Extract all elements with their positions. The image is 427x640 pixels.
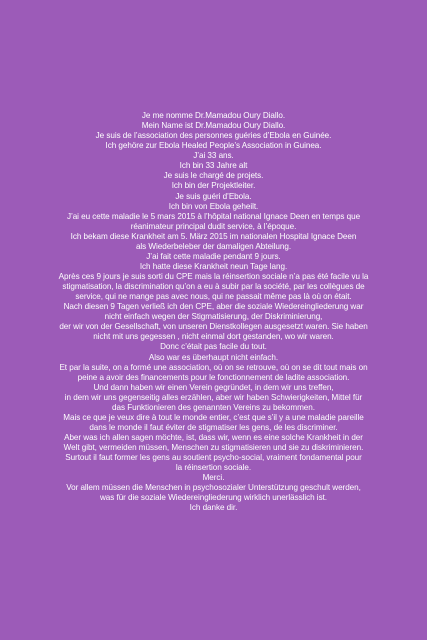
text-line: Ich bin von Ebola geheilt. (168, 201, 259, 211)
text-line: Ich bin 33 Jahre alt (179, 161, 248, 171)
text-line: J’ai eu cette maladie le 5 mars 2015 à l’hôpital national Ignace Deen en temps que (66, 211, 361, 221)
text-line: réanimateur principal dudit service, à l’époque. (130, 221, 297, 231)
text-line: in dem wir uns gegenseitig alles erzählen, aber wir haben Schwierigkeiten, Mittel für (64, 392, 363, 402)
text-line: Merci. (202, 473, 225, 483)
text-line: Also war es überhaupt nicht einfach. (148, 352, 279, 362)
text-line: Welt gibt, vermeiden müssen, Menschen zu stigmatisieren und sie zu diskriminieren. (63, 443, 364, 453)
text-line: J’ai fait cette maladie pendant 9 jours. (146, 251, 281, 261)
text-line: service, qui ne mange pas avec nous, qui ne passait même pas là où on était. (75, 292, 352, 302)
text-line: das Funktionieren des genannten Vereins zu bekommen. (112, 402, 315, 412)
text-line: la réinsertion sociale. (175, 463, 252, 473)
text-line: Ich bekam diese Krankheit am 5. März 2015 im nationalen Hospital Ignace Deen (70, 231, 357, 241)
text-line: nicht einfach wegen der Stigmatisierung, der Diskriminierung, (104, 312, 323, 322)
text-line: Je suis de l’association des personnes guéries d’Ebola en Guinée. (95, 131, 332, 141)
text-line: Ich bin der Projektleiter. (171, 181, 256, 191)
text-line: Und dann haben wir einen Verein gegründet, in dem wir uns treffen, (93, 382, 334, 392)
text-line: peine a avoir des financements pour le fonctionnement de ladite association. (77, 372, 350, 382)
text-line: Après ces 9 jours je suis sorti du CPE mais la réinsertion sociale n’a pas été facile vu la (58, 272, 369, 281)
text-line: Ich gehöre zur Ebola Healed People’s Association in Guinea. (105, 141, 322, 151)
text-line: Donc c’était pas facile du tout. (160, 342, 267, 352)
text-line: dans le monde il faut éviter de stigmatiser les gens, de les discriminer. (89, 422, 338, 432)
testimony-text (22, 111, 405, 514)
text-line: nicht mit uns gegessen , nicht einmal dort gestanden, wo wir waren. (93, 332, 334, 342)
text-line: Mein Name ist Dr.Mamadou Oury Diallo. (141, 121, 286, 131)
text-line: was für die soziale Wiedereingliederung wirklich unerlässlich ist. (99, 493, 327, 503)
text-line: J’ai 33 ans. (193, 151, 234, 161)
text-line: als Wiederbeleber der damaligen Abteilung. (135, 241, 292, 251)
text-line: der wir von der Gesellschaft, von unseren Dienstkollegen ausgesetzt waren. Sie haben (59, 322, 368, 332)
text-line: Mais ce que je veux dire à tout le monde entier, c’est que s’il y a une maladie pareille (63, 412, 364, 422)
text-line: Je suis le chargé de projets. (163, 171, 264, 181)
text-line: Nach diesen 9 Tagen verließ ich den CPE, aber die soziale Wiedereingliederung war (63, 302, 364, 312)
text-line: Ich danke dir. (189, 503, 238, 513)
text-line: Vor allem müssen die Menschen in psychosozialer Unterstützung geschult werden, (66, 483, 361, 493)
text-line: Ich hatte diese Krankheit neun Tage lang. (139, 261, 288, 271)
text-line: Je suis guéri d’Ebola. (175, 191, 252, 201)
text-line: stigmatisation, la discrimination qu’on a eu à subir par la société, par les collègues de (62, 282, 365, 292)
text-line: Surtout il faut former les gens au soutient psycho-social, vraiment fondamental pour (65, 453, 362, 463)
text-line: Aber was ich allen sagen möchte, ist, dass wir, wenn es eine solche Krankheit in der (64, 433, 363, 442)
text-line: Et par la suite, on a formé une association, où on se retrouve, où on se dit tout mais on (59, 362, 368, 372)
text-line: Je me nomme Dr.Mamadou Oury Diallo. (141, 111, 286, 120)
